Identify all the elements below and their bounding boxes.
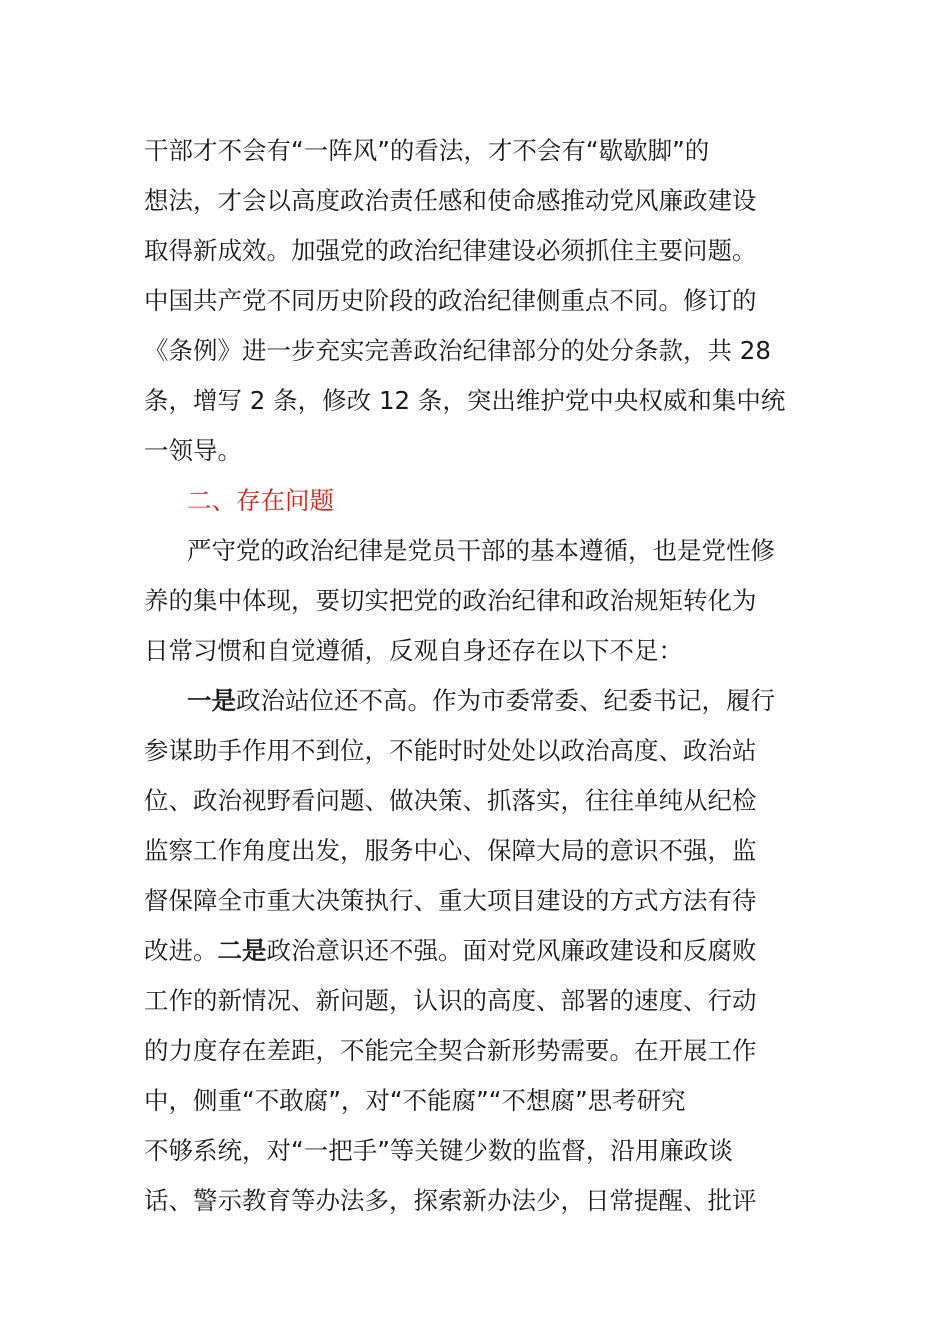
- document-body: [144, 126, 806, 1226]
- text-line: 一领导。: [144, 436, 242, 465]
- section-heading: 二、存在问题: [187, 486, 334, 515]
- text-line: 监察工作角度出发，服务中心、保障大局的意识不强，监: [144, 836, 757, 865]
- text-line: 取得新成效。加强党的政治纪律建设必须抓住主要问题。: [144, 236, 757, 265]
- text-line: 中，侧重“不敢腐”，对“不能腐”“不想腐”思考研究: [144, 1086, 686, 1115]
- text-line: 工作的新情况、新问题，认识的高度、部署的速度、行动: [144, 986, 757, 1015]
- text-line: 的力度存在差距，不能完全契合新形势需要。在开展工作: [144, 1036, 757, 1065]
- text-segment: 政治意识还不强。面对党风廉政建设和反腐败: [266, 936, 757, 965]
- point-marker: 一是: [187, 686, 236, 715]
- text-line: [144, 676, 806, 726]
- text-line: 不够系统，对“一把手”等关键少数的监督，沿用廉政谈: [144, 1136, 733, 1165]
- text-line: 参谋助手作用不到位，不能时时处处以政治高度、政治站: [144, 736, 757, 765]
- text-segment: 改进。: [144, 936, 218, 965]
- point-marker: 二是: [217, 936, 267, 965]
- text-line: 严守党的政治纪律是党员干部的基本遵循，也是党性修: [187, 536, 775, 565]
- text-line: 干部才不会有“一阵风”的看法，才不会有“歇歇脚”的: [144, 136, 710, 165]
- text-line: 位、政治视野看问题、做决策、抓落实，往往单纯从纪检: [144, 786, 757, 815]
- text-line: 想法，才会以高度政治责任感和使命感推动党风廉政建设: [144, 186, 757, 215]
- text-segment: 政治站位还不高。作为市委常委、纪委书记，履行: [236, 686, 775, 715]
- text-line: 《条例》进一步充实完善政治纪律部分的处分条款，共 28: [144, 336, 771, 365]
- text-line: 养的集中体现，要切实把党的政治纪律和政治规矩转化为: [144, 586, 757, 615]
- text-line: 中国共产党不同历史阶段的政治纪律侧重点不同。修订的: [144, 286, 757, 315]
- text-line: 督保障全市重大决策执行、重大项目建设的方式方法有待: [144, 886, 757, 915]
- text-line: 日常习惯和自觉遵循，反观自身还存在以下不足：: [144, 636, 683, 665]
- text-line: 话、警示教育等办法多，探索新办法少，日常提醒、批评: [144, 1186, 757, 1215]
- text-line: [144, 926, 806, 976]
- text-line: 条，增写 2 条，修改 12 条，突出维护党中央权威和集中统: [144, 386, 786, 415]
